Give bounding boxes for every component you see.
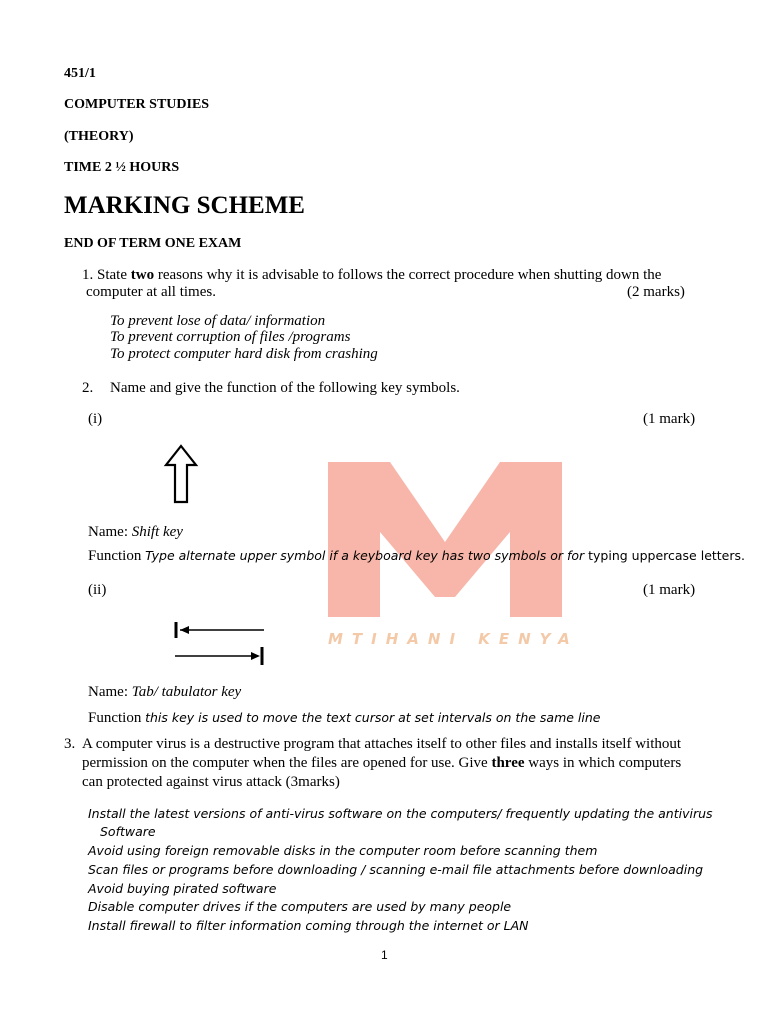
function-text: typing uppercase letters. <box>584 548 746 563</box>
question-2-text: Name and give the function of the following key symbols. <box>110 380 460 396</box>
question-1 <box>82 267 661 284</box>
question-3-line1: A computer virus is a destructive program that attaches itself to other files and installs itself without <box>82 736 682 752</box>
answer-item: Avoid buying pirated software <box>88 881 277 896</box>
page-number: 1 <box>381 948 388 962</box>
tab-arrows-icon <box>170 618 270 670</box>
question-3-number: 3. <box>64 736 76 752</box>
question-text: ways in which computers <box>524 755 682 771</box>
paper-type: (THEORY) <box>64 129 134 144</box>
watermark-logo <box>320 452 570 627</box>
function-text: this key is used to move the text cursor at set intervals on the same line <box>145 710 601 725</box>
watermark-text: MTIHANI KENYA <box>328 630 579 648</box>
part-i-name <box>88 524 183 541</box>
exam-code: 451/1 <box>64 66 96 81</box>
marks-label: (1 mark) <box>643 411 696 427</box>
answer-item: To protect computer hard disk from crashing <box>110 346 378 362</box>
answer-item: Disable computer drives if the computers are used by many people <box>88 899 512 914</box>
function-label: Function <box>88 710 146 726</box>
answer-item: Avoid using foreign removable disks in the computer room before scanning them <box>88 843 598 858</box>
exam-time: TIME 2 ½ HOURS <box>64 160 180 175</box>
question-3-line3: can protected against virus attack (3marks) <box>82 774 340 790</box>
answer-item: To prevent corruption of files /programs <box>110 329 351 345</box>
question-text: reasons why it is advisable to follows the correct procedure when shutting down the <box>154 267 662 283</box>
part-ii-function <box>88 710 601 727</box>
function-text: Type alternate upper symbol if a keyboard key has two symbols or for <box>145 548 585 563</box>
answer-item: Install firewall to filter information coming through the internet or LAN <box>88 918 529 933</box>
answer-item: Software <box>100 824 156 839</box>
part-ii-label: (ii) <box>88 582 107 598</box>
exam-name: END OF TERM ONE EXAM <box>64 236 242 251</box>
marks-label: (1 mark) <box>643 582 696 598</box>
emphasis: three <box>491 755 525 771</box>
question-number: 1. <box>82 267 94 283</box>
question-2-number: 2. <box>82 380 94 396</box>
question-3-line2 <box>82 755 681 772</box>
answer-item: Scan files or programs before downloading / scanning e-mail file attachments before downloading <box>88 862 704 877</box>
part-i-label: (i) <box>88 411 103 427</box>
answer-item: To prevent lose of data/ information <box>110 313 326 329</box>
part-i-function <box>88 548 745 565</box>
emphasis: two <box>130 267 155 283</box>
question-text: permission on the computer when the files are opened for use. Give <box>82 755 492 771</box>
name-value: Shift key <box>131 524 183 540</box>
marks-label: (2 marks) <box>627 284 685 300</box>
name-value: Tab/ tabulator key <box>131 684 242 700</box>
shift-arrow-icon <box>160 443 202 505</box>
page-title: MARKING SCHEME <box>64 192 305 219</box>
part-ii-name <box>88 684 241 701</box>
name-label: Name: <box>88 684 132 700</box>
subject: COMPUTER STUDIES <box>64 97 210 112</box>
name-label: Name: <box>88 524 132 540</box>
question-1-line2: computer at all times. <box>86 284 216 300</box>
function-label: Function <box>88 548 146 564</box>
answer-item: Install the latest versions of anti-virus software on the computers/ frequently updating the antivirus <box>88 806 713 821</box>
question-text: State <box>97 267 131 283</box>
